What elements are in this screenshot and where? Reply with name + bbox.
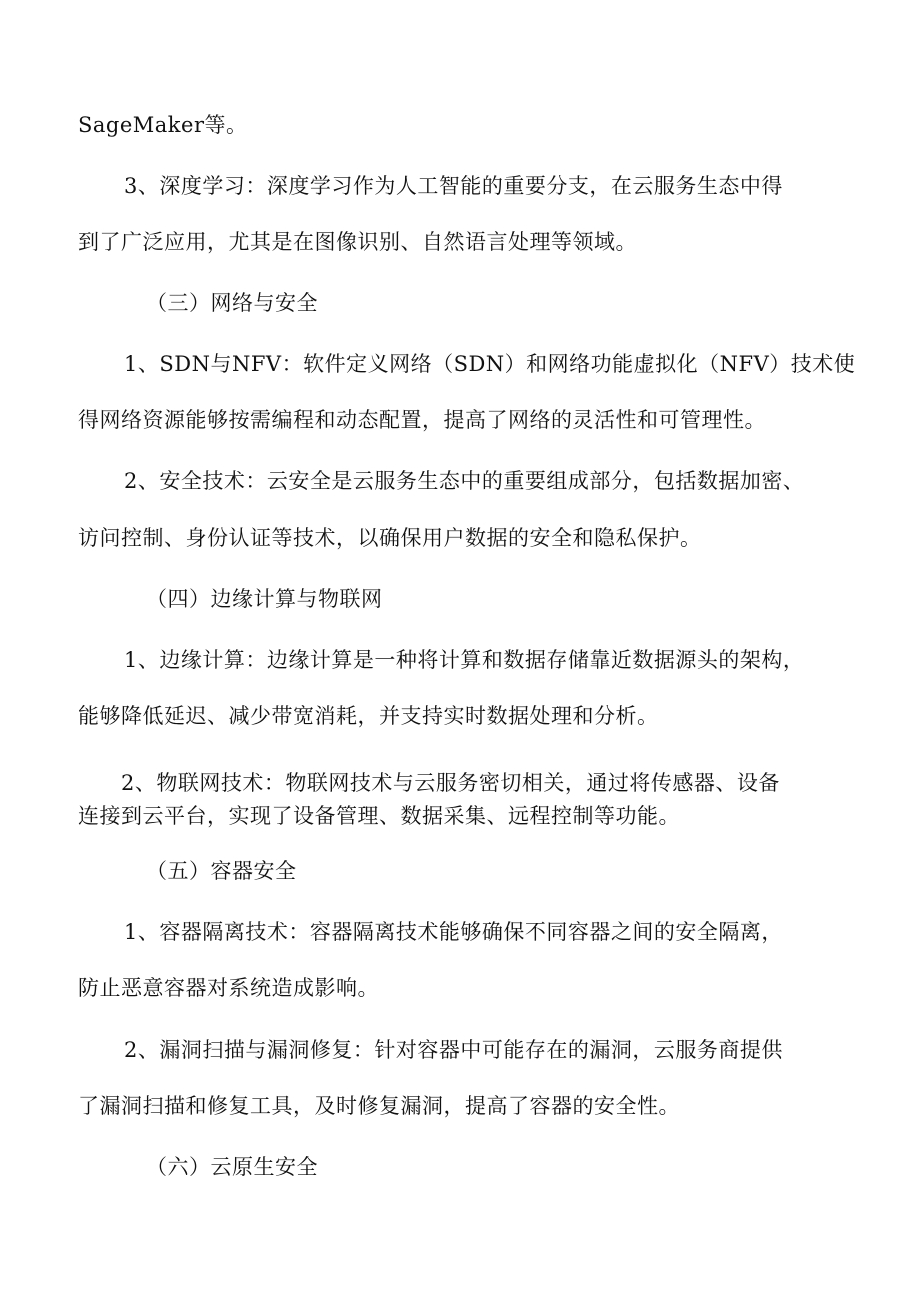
text-line: 2、安全技术：云安全是云服务生态中的重要组成部分，包括数据加密、 <box>124 469 805 493</box>
section-heading: （五）容器安全 <box>146 859 297 883</box>
text-line: 3、深度学习：深度学习作为人工智能的重要分支，在云服务生态中得 <box>124 174 783 198</box>
text-line: 2、漏洞扫描与漏洞修复：针对容器中可能存在的漏洞，云服务商提供 <box>124 1038 783 1062</box>
text-line: 2、物联网技术：物联网技术与云服务密切相关，通过将传感器、设备 <box>121 771 780 795</box>
text-line: 1、SDN与NFV：软件定义网络（SDN）和网络功能虚拟化（NFV）技术使 <box>124 352 856 376</box>
text-line: 防止恶意容器对系统造成影响。 <box>78 976 379 1000</box>
text-line: 连接到云平台，实现了设备管理、数据采集、远程控制等功能。 <box>78 804 680 828</box>
text-line: 访问控制、身份认证等技术，以确保用户数据的安全和隐私保护。 <box>78 526 702 550</box>
text-line: SageMaker等。 <box>78 113 248 137</box>
section-heading: （六）云原生安全 <box>146 1155 318 1179</box>
text-line: 1、边缘计算：边缘计算是一种将计算和数据存储靠近数据源头的架构， <box>124 648 805 672</box>
section-heading: （四）边缘计算与物联网 <box>146 587 383 611</box>
text-line: 能够降低延迟、减少带宽消耗，并支持实时数据处理和分析。 <box>78 704 659 728</box>
text-line: 了漏洞扫描和修复工具，及时修复漏洞，提高了容器的安全性。 <box>78 1094 680 1118</box>
text-line: 到了广泛应用，尤其是在图像识别、自然语言处理等领域。 <box>78 230 637 254</box>
section-heading: （三）网络与安全 <box>146 291 318 315</box>
text-line: 1、容器隔离技术：容器隔离技术能够确保不同容器之间的安全隔离， <box>124 920 783 944</box>
text-line: 得网络资源能够按需编程和动态配置，提高了网络的灵活性和可管理性。 <box>78 408 766 432</box>
